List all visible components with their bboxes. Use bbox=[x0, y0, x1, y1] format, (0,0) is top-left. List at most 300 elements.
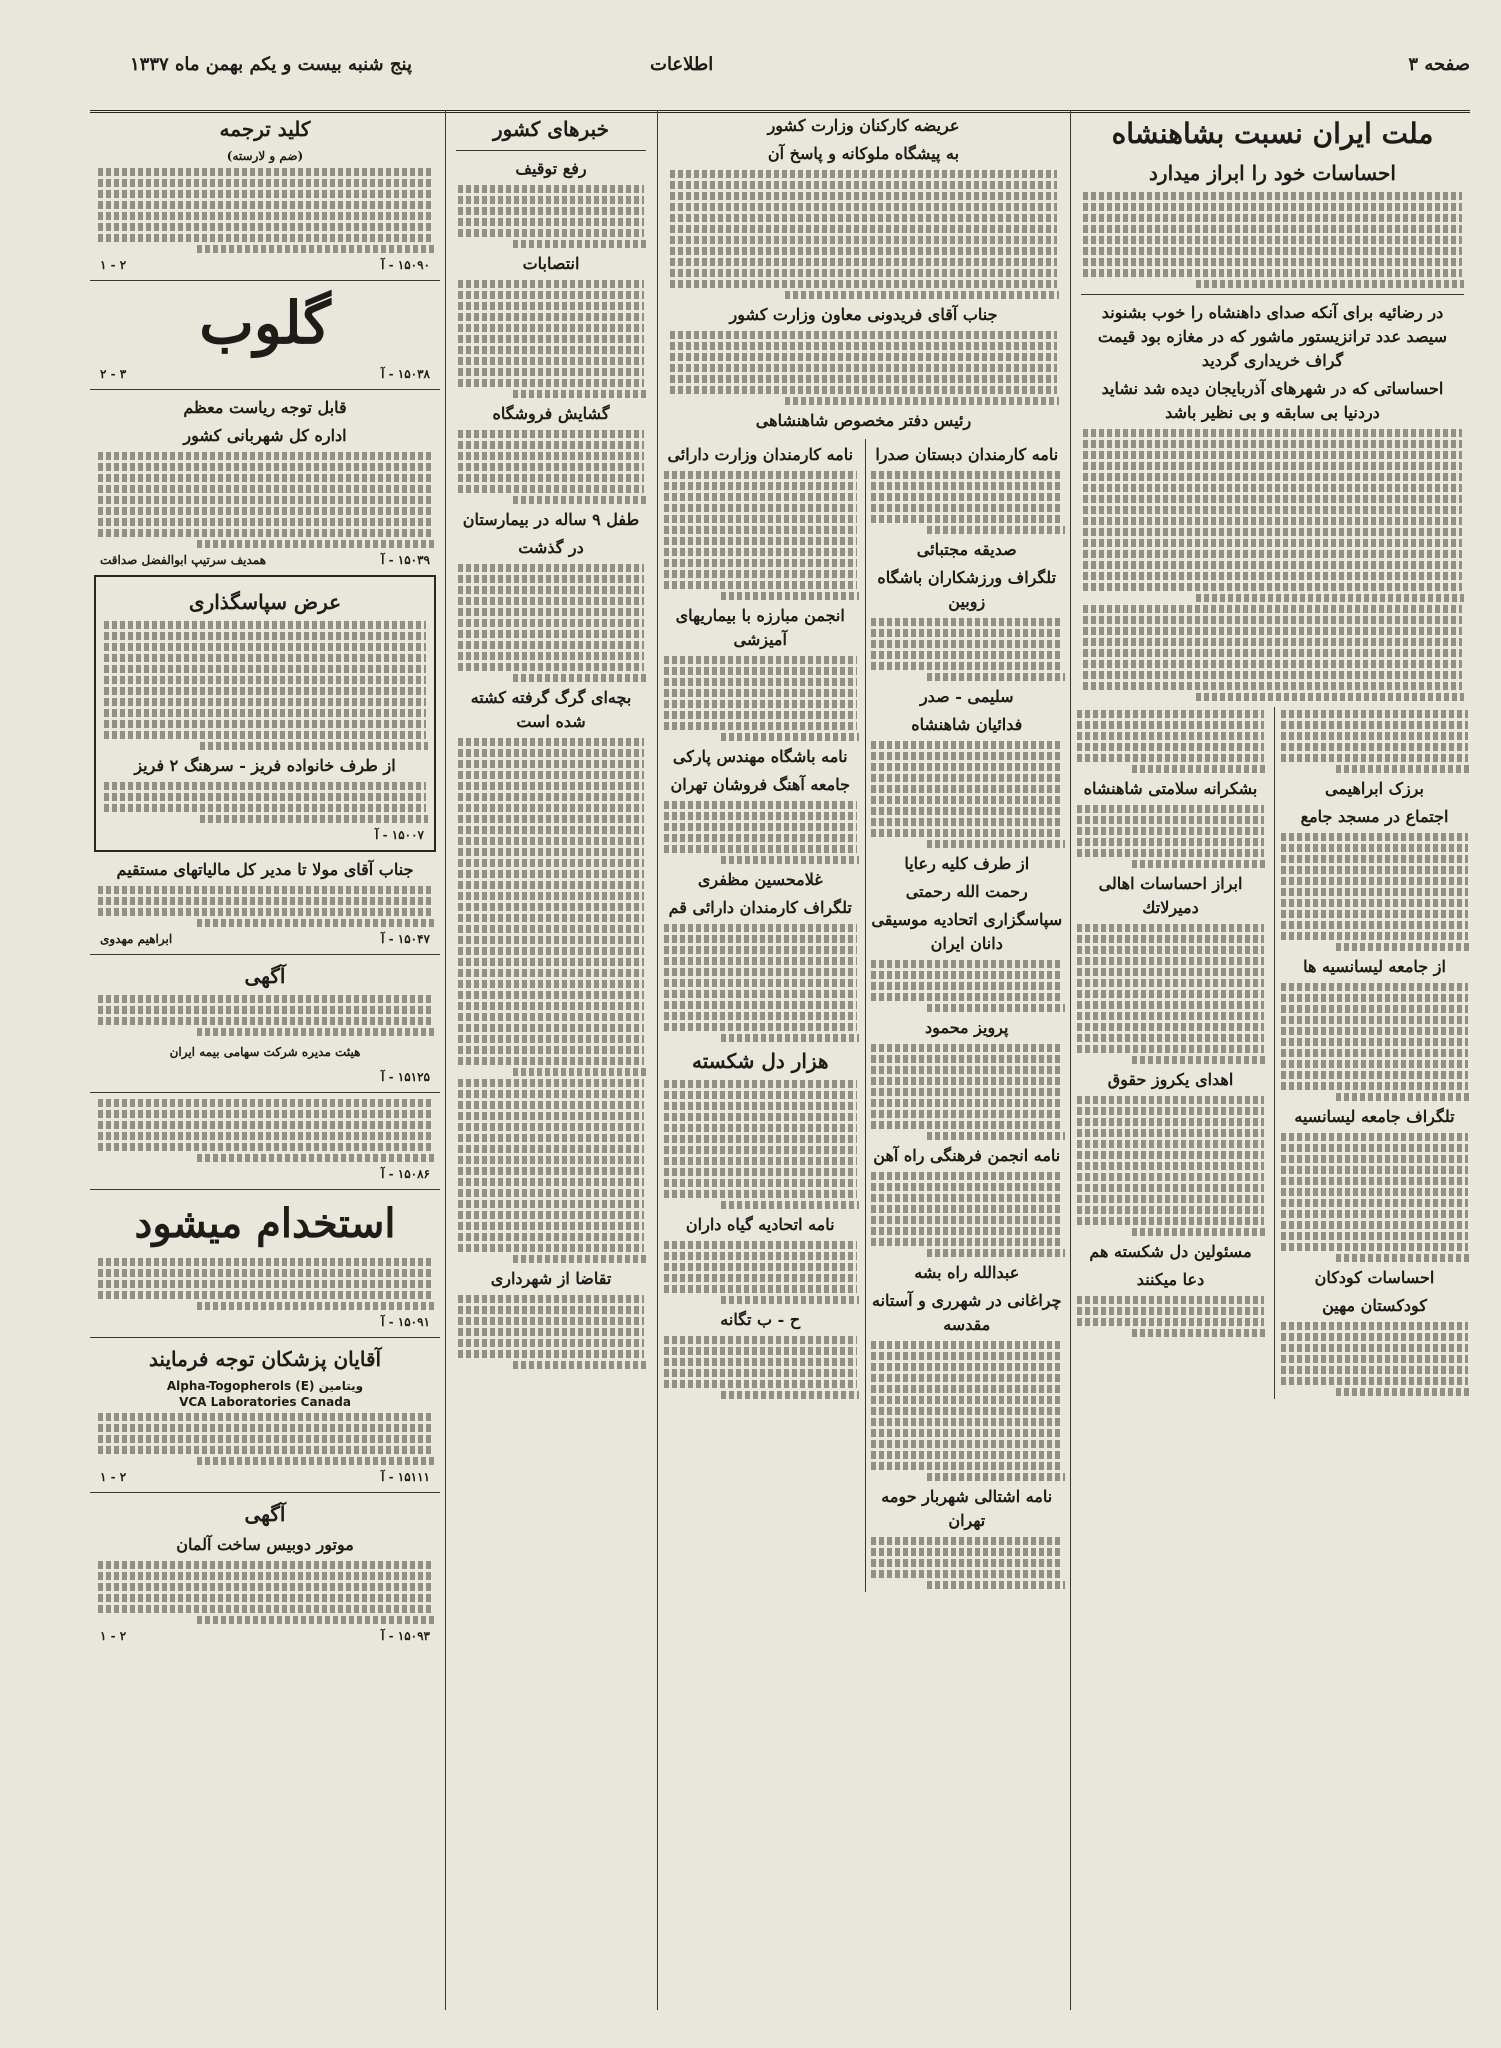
text-line bbox=[664, 581, 857, 589]
text-line bbox=[1077, 1107, 1264, 1115]
text-line bbox=[670, 192, 1057, 200]
text-line bbox=[664, 711, 857, 719]
text-line bbox=[98, 507, 432, 515]
text-line bbox=[458, 1079, 644, 1087]
notice-lost bbox=[96, 1099, 434, 1183]
text-line bbox=[1281, 1071, 1468, 1079]
text-line bbox=[98, 201, 432, 209]
letters-qom-finance: تلگراف کارمندان دارائی قم bbox=[668, 898, 852, 917]
text-line bbox=[98, 463, 432, 471]
text-line bbox=[1083, 638, 1462, 646]
text-line bbox=[1281, 888, 1468, 896]
text-line bbox=[871, 1559, 1064, 1567]
text-line bbox=[871, 971, 1064, 979]
text-line bbox=[721, 856, 859, 864]
text-line bbox=[1083, 671, 1462, 679]
text-line bbox=[664, 1157, 857, 1165]
text-line bbox=[664, 946, 857, 954]
text-line bbox=[458, 218, 644, 226]
text-line bbox=[1281, 844, 1468, 852]
text-line bbox=[1083, 605, 1462, 613]
text-line bbox=[1083, 451, 1462, 459]
text-line bbox=[1083, 539, 1462, 547]
text-line bbox=[98, 496, 432, 504]
text-line bbox=[197, 540, 434, 548]
text-line bbox=[458, 652, 644, 660]
text-line bbox=[458, 760, 644, 768]
text-line bbox=[513, 674, 646, 682]
text-line bbox=[664, 1179, 857, 1187]
text-line bbox=[1077, 990, 1264, 998]
text-line bbox=[664, 957, 857, 965]
letters-mozaffari: غلامحسین مظفری bbox=[697, 870, 823, 889]
text-line bbox=[1077, 754, 1264, 762]
text-line bbox=[1196, 594, 1464, 602]
text-line bbox=[664, 700, 857, 708]
lead-sub-right bbox=[1274, 707, 1470, 1399]
text-line bbox=[1281, 1344, 1468, 1352]
azarbaijan-headline: احساساتی که در شهرهای آذربایجان دیده شد نشاید دردنیا بی سابقه و بی نظیر باشد bbox=[1101, 379, 1444, 422]
text-line bbox=[458, 1328, 644, 1336]
text-line bbox=[664, 1336, 857, 1344]
text-line bbox=[513, 1361, 646, 1369]
letters-musicians: سپاسگزاری اتحادیه موسیقی دانان ایران bbox=[871, 910, 1063, 953]
text-line bbox=[513, 496, 646, 504]
text-line bbox=[104, 709, 426, 717]
text-line bbox=[664, 1347, 857, 1355]
text-line bbox=[1083, 572, 1462, 580]
text-line bbox=[1077, 924, 1264, 932]
text-line bbox=[104, 731, 426, 739]
text-line bbox=[871, 785, 1064, 793]
text-line bbox=[458, 1035, 644, 1043]
text-line bbox=[458, 1013, 644, 1021]
text-line bbox=[458, 608, 644, 616]
text-line bbox=[1083, 517, 1462, 525]
motor-ad-title: آگهی bbox=[244, 1502, 286, 1526]
text-line bbox=[98, 1143, 432, 1151]
text-line bbox=[927, 1581, 1065, 1589]
text-line bbox=[871, 618, 1064, 626]
text-line bbox=[871, 1570, 1064, 1578]
text-line bbox=[871, 1363, 1064, 1371]
text-line bbox=[104, 632, 426, 640]
text-line bbox=[1077, 732, 1264, 740]
text-line bbox=[104, 676, 426, 684]
text-line bbox=[664, 935, 857, 943]
text-line bbox=[1077, 1173, 1264, 1181]
text-line bbox=[871, 829, 1064, 837]
text-line bbox=[1281, 1322, 1468, 1330]
text-line bbox=[98, 1006, 432, 1014]
text-line bbox=[458, 324, 644, 332]
insurance-title: آگهی bbox=[244, 964, 286, 988]
column-lead-story bbox=[1075, 110, 1470, 2028]
text-line bbox=[458, 980, 644, 988]
text-line bbox=[871, 1077, 1064, 1085]
text-line bbox=[458, 969, 644, 977]
text-line bbox=[1281, 1333, 1468, 1341]
text-line bbox=[927, 526, 1065, 534]
text-line bbox=[197, 1616, 434, 1624]
text-line bbox=[664, 1102, 857, 1110]
text-line bbox=[664, 1358, 857, 1366]
text-line bbox=[98, 223, 432, 231]
text-line bbox=[104, 687, 426, 695]
text-line bbox=[871, 1341, 1064, 1349]
text-line bbox=[871, 662, 1064, 670]
text-line bbox=[458, 925, 644, 933]
text-line bbox=[871, 1183, 1064, 1191]
text-line bbox=[104, 782, 426, 790]
text-line bbox=[664, 1369, 857, 1377]
text-line bbox=[664, 979, 857, 987]
text-line bbox=[513, 1255, 646, 1263]
text-line bbox=[458, 441, 644, 449]
text-line bbox=[1077, 1318, 1264, 1326]
family-title: از طرف خانواده فریز - سرهنگ ۲ فریز bbox=[134, 756, 396, 775]
text-line bbox=[871, 1396, 1064, 1404]
text-line bbox=[1077, 1034, 1264, 1042]
text-line bbox=[871, 640, 1064, 648]
notice-police-sign: همدیف سرتیپ ابوالفضل صداقت bbox=[100, 553, 267, 567]
text-line bbox=[664, 678, 857, 686]
text-line bbox=[664, 1135, 857, 1143]
text-line bbox=[98, 1099, 432, 1107]
letters-salimi: سلیمی - صدر bbox=[919, 687, 1014, 706]
text-line bbox=[871, 1172, 1064, 1180]
text-line bbox=[1077, 838, 1264, 846]
text-line bbox=[721, 1034, 859, 1042]
sub-day-salary: اهدای یکروز حقوق bbox=[1107, 1070, 1234, 1089]
text-line bbox=[458, 1317, 644, 1325]
text-line bbox=[871, 960, 1064, 968]
text-line bbox=[458, 1200, 644, 1208]
text-line bbox=[1077, 968, 1264, 976]
text-line bbox=[664, 526, 857, 534]
doctors-num: ۲ - ۱ bbox=[100, 1470, 127, 1484]
text-line bbox=[871, 1099, 1064, 1107]
text-line bbox=[664, 722, 857, 730]
news-lift-ban: رفع توقیف bbox=[515, 159, 587, 178]
text-line bbox=[98, 518, 432, 526]
text-line bbox=[670, 364, 1057, 372]
text-line bbox=[1281, 1082, 1468, 1090]
text-line bbox=[200, 815, 428, 823]
text-line bbox=[1336, 1254, 1470, 1262]
text-line bbox=[785, 397, 1059, 405]
text-line bbox=[197, 1028, 434, 1036]
text-line bbox=[1083, 583, 1462, 591]
text-line bbox=[1281, 1366, 1468, 1374]
text-line bbox=[1077, 1001, 1264, 1009]
rezaiyeh-headline: در رضائیه برای آنکه صدای داهنشاه را خوب بشنوند سیصد عدد ترانزیستور ماشور که در مغازه بود قیمت گراف خریداری گردید bbox=[1097, 303, 1448, 370]
text-line bbox=[1132, 1056, 1266, 1064]
text-line bbox=[664, 559, 857, 567]
text-line bbox=[458, 641, 644, 649]
text-line bbox=[1281, 899, 1468, 907]
text-line bbox=[98, 190, 432, 198]
text-line bbox=[458, 452, 644, 460]
text-line bbox=[664, 845, 857, 853]
text-line bbox=[664, 471, 857, 479]
text-line bbox=[98, 1121, 432, 1129]
text-line bbox=[458, 958, 644, 966]
text-line bbox=[1077, 1307, 1264, 1315]
text-line bbox=[98, 897, 432, 905]
text-line bbox=[871, 1088, 1064, 1096]
text-line bbox=[664, 990, 857, 998]
column-ads bbox=[90, 110, 440, 2028]
text-line bbox=[98, 1424, 432, 1432]
letters-iron-sellers: جامعه آهنگ فروشان تهران bbox=[670, 775, 850, 794]
text-line bbox=[871, 651, 1064, 659]
text-line bbox=[1281, 1016, 1468, 1024]
tax-code: ۱۵۰۴۷ - آ bbox=[381, 932, 430, 946]
text-line bbox=[1077, 957, 1264, 965]
text-line bbox=[458, 379, 644, 387]
text-line bbox=[1196, 280, 1464, 288]
text-line bbox=[871, 1385, 1064, 1393]
text-line bbox=[871, 1121, 1064, 1129]
text-line bbox=[664, 667, 857, 675]
text-line bbox=[200, 742, 428, 750]
text-line bbox=[98, 1594, 432, 1602]
text-line bbox=[871, 741, 1064, 749]
text-line bbox=[721, 1296, 859, 1304]
text-line bbox=[670, 280, 1057, 288]
text-line bbox=[721, 1391, 859, 1399]
text-line bbox=[104, 665, 426, 673]
text-line bbox=[664, 1241, 857, 1249]
text-line bbox=[458, 826, 644, 834]
text-line bbox=[871, 1407, 1064, 1415]
text-line bbox=[98, 212, 432, 220]
text-line bbox=[458, 848, 644, 856]
news-municipality-request: تقاضا از شهرداری bbox=[490, 1269, 612, 1288]
text-line bbox=[871, 774, 1064, 782]
text-line bbox=[871, 1110, 1064, 1118]
text-line bbox=[458, 630, 644, 638]
text-line bbox=[197, 1457, 434, 1465]
text-line bbox=[871, 1044, 1064, 1052]
doctors-latin-2: VCA Laboratories Canada bbox=[179, 1395, 351, 1409]
text-line bbox=[664, 1146, 857, 1154]
text-line bbox=[871, 1429, 1064, 1437]
text-line bbox=[1281, 877, 1468, 885]
news-death: در گذشت bbox=[518, 538, 584, 557]
text-line bbox=[1281, 1210, 1468, 1218]
text-line bbox=[664, 689, 857, 697]
letters-headline-2: به پیشگاه ملوکانه و پاسخ آن bbox=[767, 144, 960, 163]
text-line bbox=[98, 1446, 432, 1454]
thanks-title: عرض سپاسگذاری bbox=[188, 590, 342, 614]
sub-mosque: اجتماع در مسجد جامع bbox=[1300, 807, 1449, 826]
notice-police-title-2: اداره کل شهربانی کشور bbox=[183, 426, 347, 445]
text-line bbox=[1083, 225, 1462, 233]
text-line bbox=[458, 815, 644, 823]
text-line bbox=[98, 1435, 432, 1443]
letters-railway: نامه انجمن فرهنگی راه آهن bbox=[873, 1146, 1061, 1165]
text-line bbox=[458, 346, 644, 354]
ad-motor bbox=[96, 1499, 434, 1645]
text-line bbox=[664, 1380, 857, 1388]
text-line bbox=[1281, 1232, 1468, 1240]
text-line bbox=[1083, 269, 1462, 277]
text-line bbox=[1281, 866, 1468, 874]
text-line bbox=[1083, 550, 1462, 558]
divider bbox=[90, 1337, 440, 1338]
text-line bbox=[104, 720, 426, 728]
hiring-code: ۱۵۰۹۱ - آ bbox=[381, 1315, 430, 1329]
letters-broken-hearts: هزار دل شکسته bbox=[691, 1049, 829, 1073]
text-line bbox=[1336, 765, 1470, 773]
text-line bbox=[104, 804, 426, 812]
text-line bbox=[1281, 754, 1468, 762]
text-line bbox=[458, 749, 644, 757]
text-line bbox=[670, 386, 1057, 394]
text-line bbox=[664, 801, 857, 809]
ad-translation-title: کلید ترجمه bbox=[219, 117, 311, 141]
text-line bbox=[664, 482, 857, 490]
text-line bbox=[871, 763, 1064, 771]
tax-title: جناب آقای مولا تا مدیر کل مالیاتهای مستقیم bbox=[116, 860, 414, 879]
motor-code: ۱۵۰۹۳ - آ bbox=[381, 1629, 430, 1643]
text-line bbox=[197, 1302, 434, 1310]
text-line bbox=[670, 203, 1057, 211]
letters-headline-1: عریضه کارکنان وزارت کشور bbox=[767, 116, 960, 135]
text-line bbox=[927, 1004, 1065, 1012]
motor-title: موتور دوبیس ساخت آلمان bbox=[176, 1535, 354, 1554]
text-line bbox=[458, 357, 644, 365]
text-line bbox=[458, 474, 644, 482]
text-line bbox=[458, 1134, 644, 1142]
divider bbox=[445, 110, 446, 2010]
text-line bbox=[98, 179, 432, 187]
text-line bbox=[871, 1418, 1064, 1426]
text-line bbox=[458, 1090, 644, 1098]
insurance-code: ۱۵۱۲۵ - آ bbox=[381, 1070, 430, 1084]
text-line bbox=[1083, 616, 1462, 624]
text-line bbox=[871, 1548, 1064, 1556]
text-line bbox=[1083, 258, 1462, 266]
text-line bbox=[664, 515, 857, 523]
text-line bbox=[98, 886, 432, 894]
text-line bbox=[513, 1068, 646, 1076]
text-line bbox=[664, 1190, 857, 1198]
text-line bbox=[458, 1156, 644, 1164]
text-line bbox=[871, 1440, 1064, 1448]
text-line bbox=[1281, 732, 1468, 740]
text-line bbox=[458, 586, 644, 594]
text-line bbox=[871, 493, 1064, 501]
text-line bbox=[871, 504, 1064, 512]
text-line bbox=[1336, 1093, 1470, 1101]
text-line bbox=[458, 1167, 644, 1175]
text-line bbox=[927, 1132, 1065, 1140]
letters-finance: نامه کارمندان وزارت دارائی bbox=[667, 445, 854, 464]
text-line bbox=[98, 995, 432, 1003]
text-line bbox=[1281, 1166, 1468, 1174]
divider bbox=[90, 280, 440, 281]
text-line bbox=[1281, 921, 1468, 929]
globe-wordmark: گلوب bbox=[199, 289, 331, 357]
text-line bbox=[871, 1238, 1064, 1246]
text-line bbox=[458, 947, 644, 955]
text-line bbox=[670, 247, 1057, 255]
divider bbox=[90, 389, 440, 390]
text-line bbox=[458, 1024, 644, 1032]
divider bbox=[90, 1092, 440, 1093]
tax-sign: ابراهیم مهدوی bbox=[100, 932, 173, 946]
text-line bbox=[458, 430, 644, 438]
text-line bbox=[458, 597, 644, 605]
text-line bbox=[458, 196, 644, 204]
text-line bbox=[458, 368, 644, 376]
text-line bbox=[1077, 1012, 1264, 1020]
lost-code: ۱۵۰۸۶ - آ bbox=[381, 1167, 430, 1181]
text-line bbox=[458, 1112, 644, 1120]
text-line bbox=[1077, 1206, 1264, 1214]
text-line bbox=[98, 485, 432, 493]
text-line bbox=[98, 1132, 432, 1140]
text-line bbox=[1077, 827, 1264, 835]
text-line bbox=[1083, 462, 1462, 470]
text-line bbox=[1281, 1177, 1468, 1185]
text-line bbox=[871, 1352, 1064, 1360]
divider bbox=[90, 1189, 440, 1190]
news-wolf-child: بچه‌ای گرگ گرفته کشته شده است bbox=[470, 688, 632, 731]
text-line bbox=[1083, 429, 1462, 437]
text-line bbox=[664, 1080, 857, 1088]
letters-shahre-rey: چراغانی در شهرری و آستانه مقدسه bbox=[872, 1291, 1062, 1334]
text-line bbox=[1281, 1355, 1468, 1363]
text-line bbox=[104, 698, 426, 706]
text-line bbox=[458, 185, 644, 193]
text-line bbox=[458, 1244, 644, 1252]
text-line bbox=[664, 834, 857, 842]
text-line bbox=[458, 804, 644, 812]
notice-tax bbox=[96, 858, 434, 948]
text-line bbox=[98, 1583, 432, 1591]
text-line bbox=[458, 1339, 644, 1347]
text-line bbox=[98, 1258, 432, 1266]
text-line bbox=[98, 1413, 432, 1421]
text-line bbox=[98, 1561, 432, 1569]
text-line bbox=[458, 837, 644, 845]
text-line bbox=[927, 1249, 1065, 1257]
insurance-sign: هیئت مدیره شرکت سهامی بیمه ایران bbox=[169, 1045, 361, 1059]
lead-article bbox=[1081, 114, 1464, 701]
doctors-latin-1: Alpha-Togopherols (E) ویتامین bbox=[166, 1379, 364, 1393]
text-line bbox=[871, 1374, 1064, 1382]
issue-date: پنج شنبه بیست و یکم بهمن ماه ۱۳۳۷ bbox=[130, 54, 412, 75]
ad-insurance bbox=[96, 961, 434, 1086]
text-line bbox=[1083, 484, 1462, 492]
text-line bbox=[1336, 943, 1470, 951]
column-domestic-news bbox=[450, 110, 652, 2028]
text-line bbox=[721, 1201, 859, 1209]
letters-disease-society: انجمن مبارزه با بیماریهای آمیزشی bbox=[675, 606, 845, 649]
text-line bbox=[458, 1123, 644, 1131]
sub-thanks-health: بشکرانه سلامتی شاهنشاه bbox=[1083, 779, 1258, 798]
text-line bbox=[664, 968, 857, 976]
text-line bbox=[1281, 994, 1468, 1002]
text-line bbox=[664, 1001, 857, 1009]
text-line bbox=[1281, 710, 1468, 718]
text-line bbox=[98, 1269, 432, 1277]
text-line bbox=[1281, 1133, 1468, 1141]
